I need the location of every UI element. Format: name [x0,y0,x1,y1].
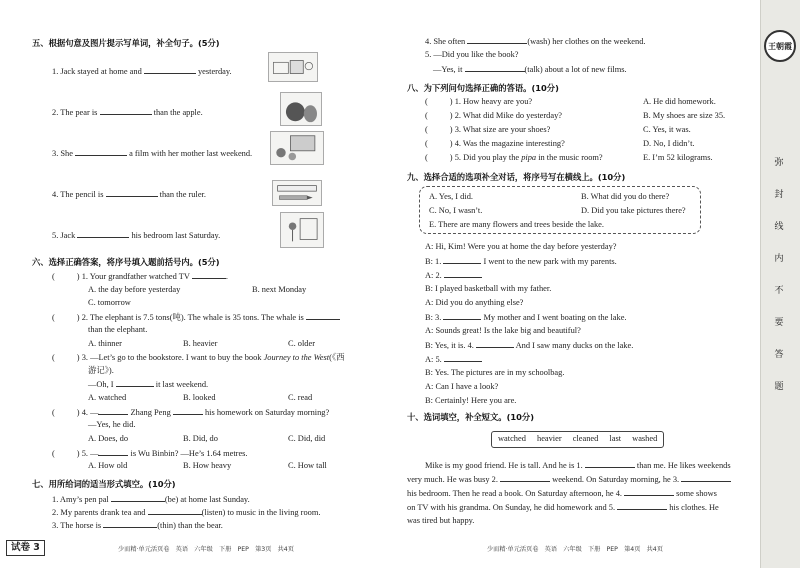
s6-q1-option-b: B. next Monday [252,285,307,294]
s6-q1: ( ) 1. Your grandfather watched TV . [52,272,228,281]
s6-q3-option-c: C. read [288,393,313,402]
s6-q4: ( ) 4. — Zhang Peng his homework on Saturday morning? [52,408,330,417]
answer-blank[interactable] [444,354,482,362]
s9-option-b: B. What did you do there? [581,192,670,201]
seal-line-char: 弥 [774,158,784,168]
word-bank [491,431,664,448]
s7-q3: 3. The horse is (thin) than the bear. [52,521,223,530]
s6-q1-option-c: C. tomorrow [88,298,131,307]
seal-line-char: 封 [774,190,784,200]
s8-row-4: ( ) 4. Was the magazine interesting? [425,139,565,148]
word-bank-item: cleaned [572,434,599,443]
s6-q5-option-a: A. How old [88,461,128,470]
s9-option-d: D. Did you take pictures there? [581,206,686,215]
answer-blank[interactable] [148,507,202,515]
answer-blank[interactable] [467,36,527,44]
section-10-title: 十、选词填空，补全短文。(10分) [407,412,534,422]
s9-line: A: Can I have a look? [425,382,499,391]
s9-line: A: Hi, Kim! Were you at home the day before yesterday? [425,242,617,251]
s9-line-a5: A: 5. [425,354,482,366]
answer-blank[interactable] [306,312,340,320]
s5-q5: 5. Jack his bedroom last Saturday. [52,231,221,240]
s7-q4: 4. She often (wash) her clothes on the weekend. [425,37,646,46]
seal-line-char: 要 [774,318,784,328]
seal-line-char: 答 [774,350,784,360]
s7-q5-reply: —Yes, it (talk) about a lot of new films. [433,65,627,74]
section-6-title: 六、选择正确答案，将序号填入题前括号内。(5分) [32,257,220,267]
answer-blank[interactable] [75,148,127,156]
passage-line-3: his bedroom. Then he read a book. On Saturday afternoon, he 4. some shows [407,489,717,498]
answer-blank[interactable] [98,407,128,415]
section-8-title: 八、为下列问句选择正确的答语。(10分) [407,83,559,93]
section-9-title: 九、选择合适的选项补全对话，将序号写在横线上。(10分) [407,172,626,182]
s6-q4-option-b: B. Did, do [183,434,218,443]
s6-q2-option-c: C. older [288,339,315,348]
seal-line-char: 题 [774,382,784,392]
answer-blank[interactable] [100,107,152,115]
answer-blank[interactable] [444,270,482,278]
word-bank-item: watched [498,434,526,443]
s9-option-a: A. Yes, I did. [429,192,473,201]
s5-q1: 1. Jack stayed at home and yesterday. [52,67,232,76]
s5-q4: 4. The pencil is than the ruler. [52,190,206,199]
seal-line-char: 线 [774,222,784,232]
s8-answer-c: C. Yes, it was. [643,125,691,134]
passage-line-5: was tired but happy. [407,516,475,525]
s9-line-b1: B: 1. I went to the new park with my parents. [425,257,617,266]
right-page [405,0,760,568]
s8-row-3: ( ) 3. What size are your shoes? [425,125,551,134]
answer-blank[interactable] [103,520,157,528]
seal-line-char: 不 [774,286,784,296]
word-bank-item: heavier [537,434,562,443]
picture-pear-and-apple [280,92,322,126]
s6-q5-option-c: C. How tall [288,461,327,470]
answer-blank[interactable] [192,271,226,279]
s6-q5: ( ) 5. — is Wu Binbin? —He’s 1.64 metres. [52,449,248,458]
s9-line-a2: A: 2. [425,270,482,282]
answer-blank[interactable] [173,407,203,415]
s9-option-e: E. There are many flowers and trees beside the lake. [429,220,604,229]
answer-blank[interactable] [624,488,674,496]
seal-line-char: 内 [774,254,784,264]
s6-q3-reply: —Oh, I it last weekend. [88,380,209,389]
passage-line-4: on TV with his grandma. On Sunday, he did homework and 5. his clothes. He [407,503,719,512]
answer-blank[interactable] [98,448,128,456]
answer-blank[interactable] [77,230,129,238]
s8-row-2: ( ) 2. What did Mike do yesterday? [425,111,562,120]
s6-q2-stem-cont: than the elephant. [88,325,148,334]
answer-blank[interactable] [443,312,481,320]
answer-blank[interactable] [111,494,165,502]
s6-q5-option-b: B. How heavy [183,461,232,470]
passage-line-1: Mike is my good friend. He is tall. And he is 1. than me. He likes weekends [425,461,731,470]
s9-option-c: C. No, I wasn’t. [429,206,483,215]
s6-q2-option-b: B. heavier [183,339,218,348]
s5-q2: 2. The pear is than the apple. [52,108,203,117]
s9-line: A: Sounds great! Is the lake big and beautiful? [425,326,581,335]
picture-cleaning-bedroom [280,212,324,248]
picture-boy-watching-tv [268,52,318,82]
s8-answer-e: E. I’m 52 kilograms. [643,153,713,162]
s6-q3-stem-cont: 游记》). [88,366,114,375]
s8-answer-a: A. He did homework. [643,97,716,106]
s6-q3-option-a: A. watched [88,393,127,402]
answer-blank[interactable] [500,474,550,482]
answer-blank[interactable] [585,460,635,468]
publisher-logo: 王朝霞 [764,30,796,62]
word-bank-item: washed [632,434,658,443]
s7-q2: 2. My parents drank tea and (listen) to music in the living room. [52,508,321,517]
s9-line-b3: B: 3. My mother and I went boating on the lake. [425,313,627,322]
answer-blank[interactable] [144,66,196,74]
s9-line: B: I played basketball with my father. [425,284,552,293]
s6-q2-option-a: A. thinner [88,339,122,348]
s6-q1-option-a: A. the day before yesterday [88,285,181,294]
passage-line-2: very much. He was busy 2. weekend. On Saturday morning, he 3. [407,474,731,486]
s6-q3: ( ) 3. —Let’s go to the bookstore. I want to buy the book Journey to the West(《西 [52,353,345,362]
word-bank-item: last [609,434,622,443]
section-5-title: 五、根据句意及图片提示写单词，补全句子。(5分) [32,38,220,48]
right-footer: 少而精·单元活页卷 英语 六年级 下册 PEP 第4页 共4页 [487,546,663,553]
s9-line: B: Yes. The pictures are in my schoolbag. [425,368,565,377]
answer-blank[interactable] [106,189,158,197]
s8-row-5: ( ) 5. Did you play the pipa in the music room? [425,153,603,162]
picture-watching-film [270,131,324,165]
answer-blank[interactable] [617,502,667,510]
s6-q4-option-c: C. Did, did [288,434,326,443]
s6-q3-option-b: B. looked [183,393,216,402]
answer-blank[interactable] [116,379,154,387]
s6-q4-option-a: A. Does, do [88,434,129,443]
s5-q3: 3. She a film with her mother last weekend. [52,149,253,158]
s9-line: A: Did you do anything else? [425,298,524,307]
s6-q2: ( ) 2. The elephant is 7.5 tons(吨). The whale is 35 tons. The whale is [52,312,340,324]
answer-blank[interactable] [681,474,731,482]
s7-q5: 5. —Did you like the book? [425,50,519,59]
s8-row-1: ( ) 1. How heavy are you? [425,97,533,106]
s6-q4-reply: —Yes, he did. [88,420,136,429]
s8-answer-d: D. No, I didn’t. [643,139,695,148]
left-footer: 少而精·单元活页卷 英语 六年级 下册 PEP 第3页 共4页 [118,546,294,553]
s9-line: B: Certainly! Here you are. [425,396,517,405]
answer-blank[interactable] [465,64,525,72]
answer-blank[interactable] [476,340,514,348]
s7-q1: 1. Amy’s pen pal (be) at home last Sunday. [52,495,250,504]
section-7-title: 七、用所给词的适当形式填空。(10分) [32,479,176,489]
s9-line-b4: B: Yes, it is. 4. And I saw many ducks on the lake. [425,341,634,350]
s8-answer-b: B. My shoes are size 35. [643,111,726,120]
paper-number-badge: 试卷 3 [6,540,45,556]
answer-blank[interactable] [443,256,481,264]
binding-strip [760,0,800,568]
picture-pencil-and-ruler [272,180,322,206]
